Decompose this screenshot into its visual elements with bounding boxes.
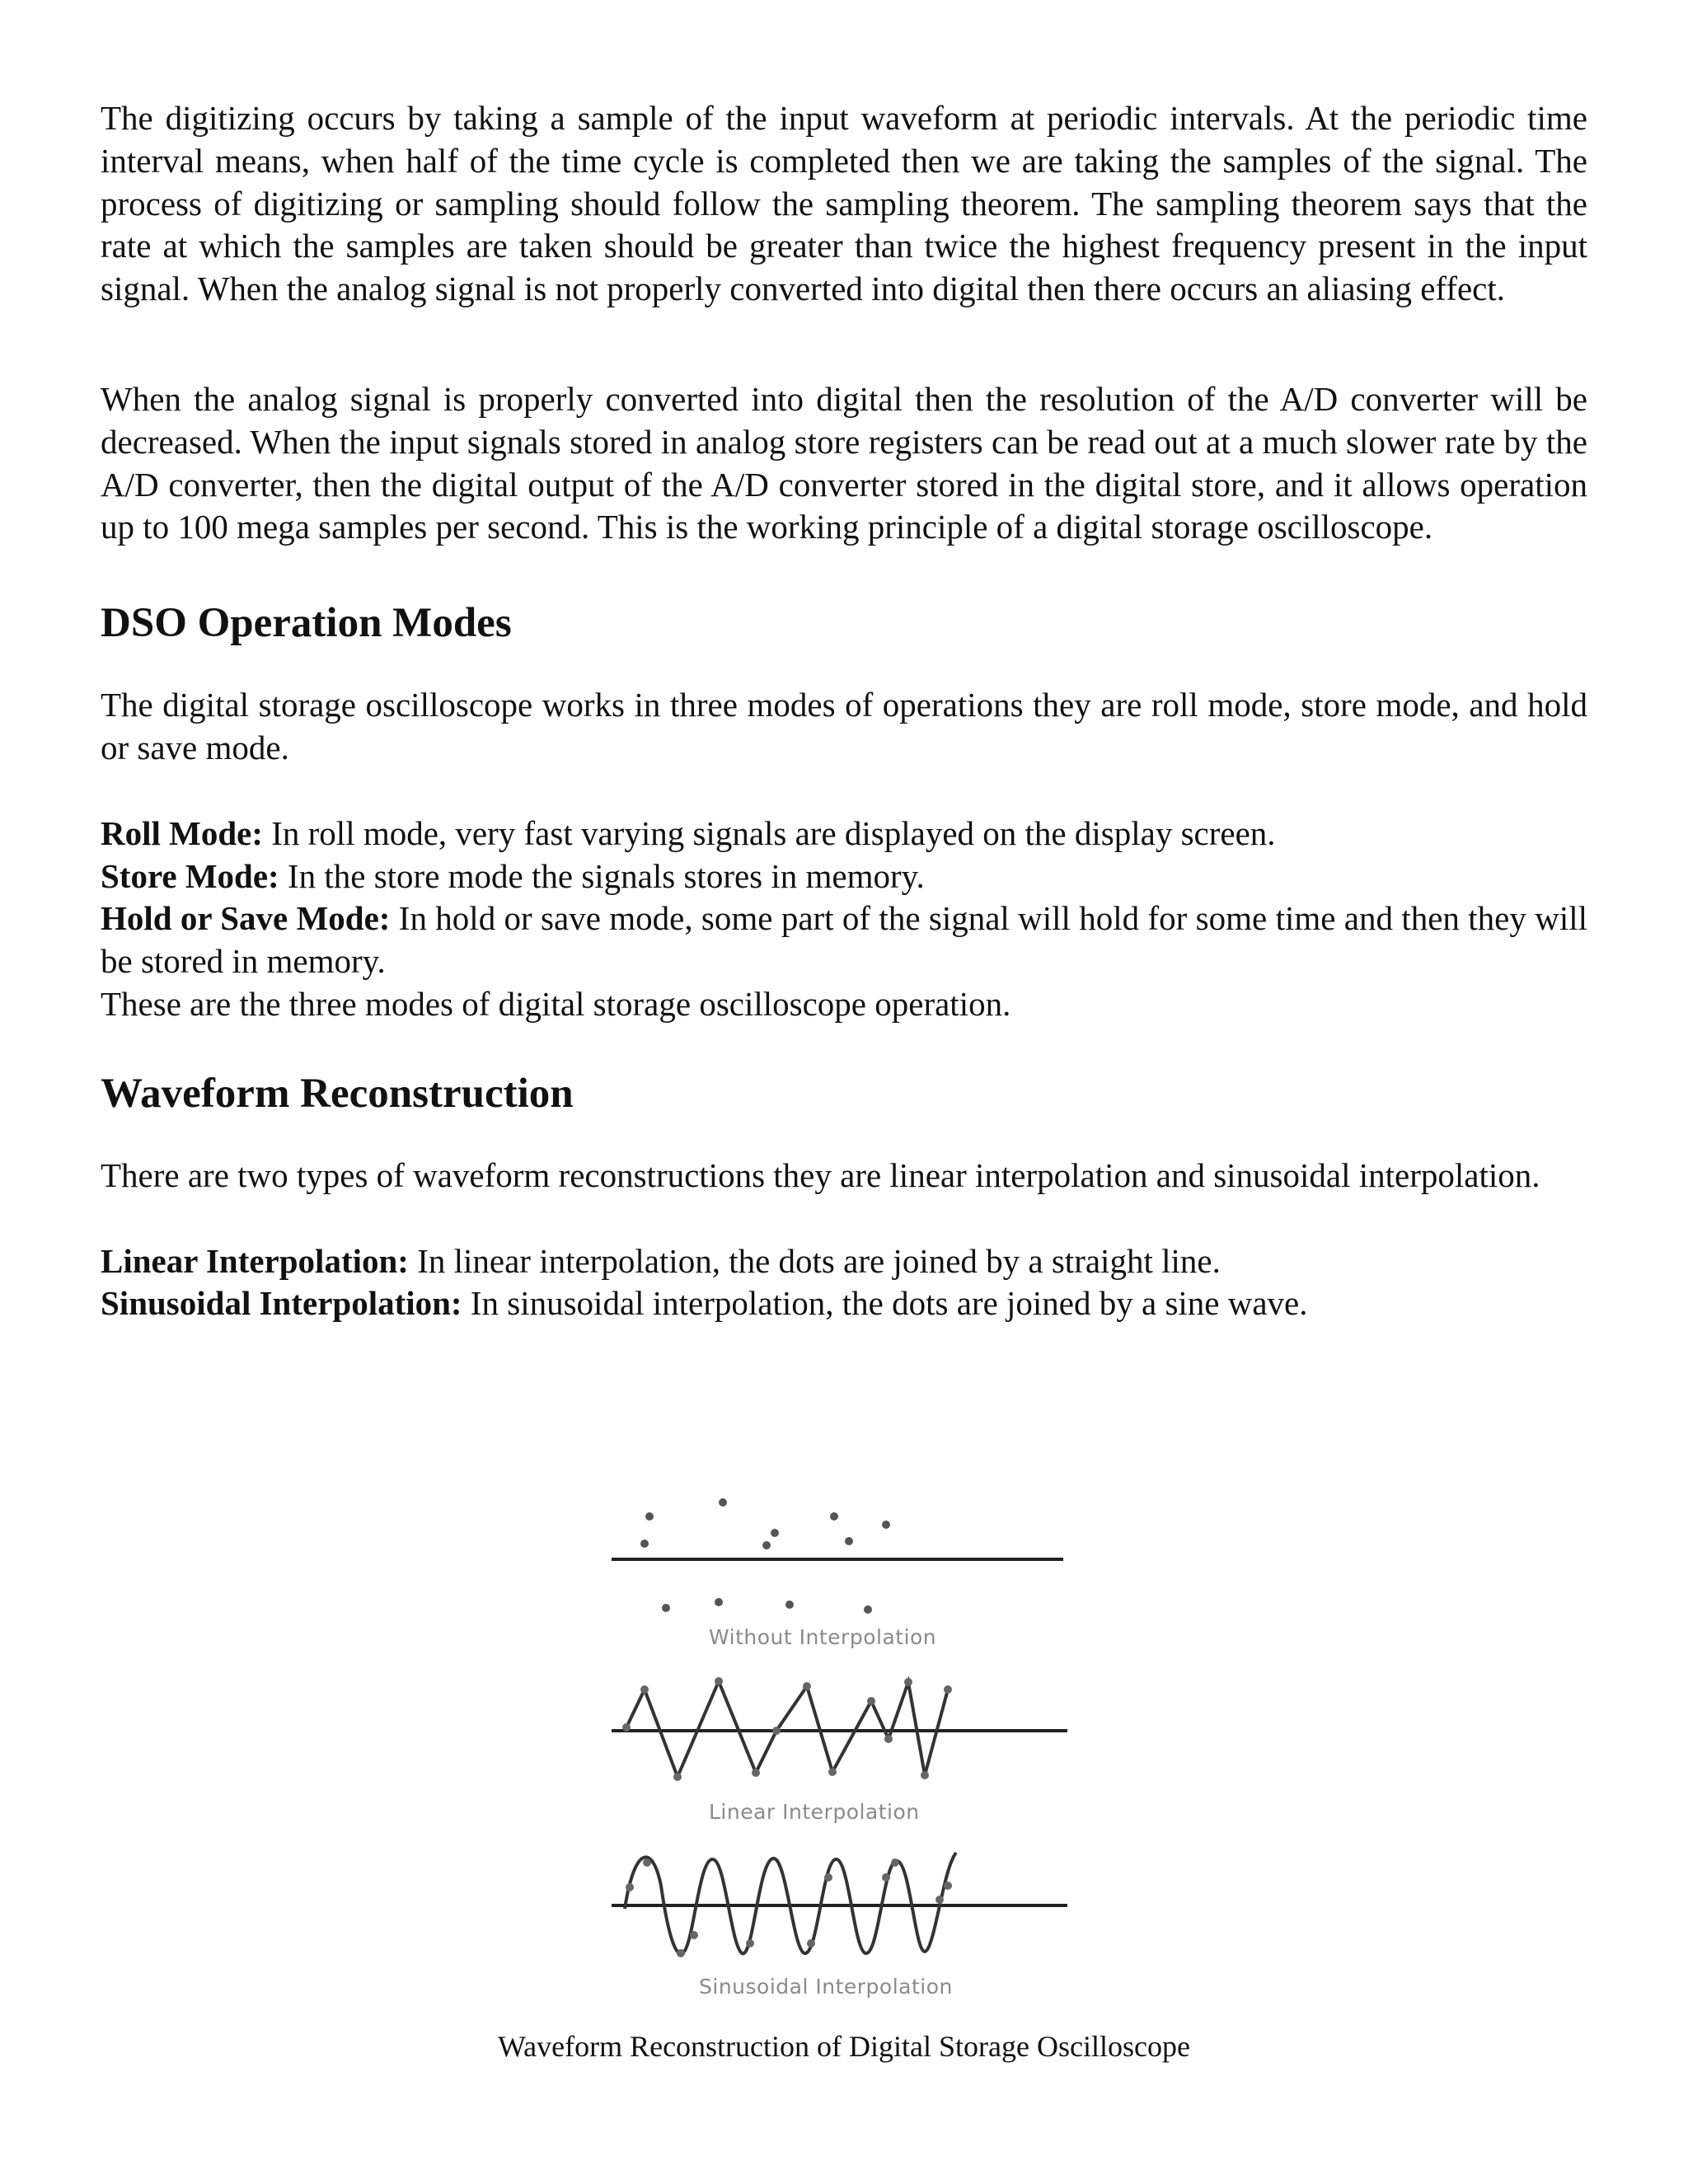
sample-dot: [882, 1873, 890, 1882]
sample-dot: [867, 1697, 875, 1705]
sinusoidal-interpolation-panel: [612, 1853, 1067, 1957]
sample-dot: [935, 1896, 944, 1904]
paragraph-reconstruction-intro: There are two types of waveform reconstructions they are linear interpolation and sinusoidal interpolation.: [101, 1155, 1540, 1194]
waveform-reconstruction-figure: [602, 1498, 1080, 2018]
sample-dot: [845, 1537, 853, 1545]
modes-closing: These are the three modes of digital storage oscilloscope operation.: [101, 984, 1011, 1023]
heading-waveform-reconstruction: Waveform Reconstruction: [101, 1070, 574, 1117]
sample-dot: [662, 1604, 670, 1612]
type-sinusoidal: [101, 1282, 1587, 1325]
sample-dot: [715, 1598, 723, 1606]
sample-dot: [645, 1512, 654, 1521]
sample-dot: [828, 1768, 837, 1776]
sample-dot: [803, 1682, 811, 1690]
paragraph-conversion: When the analog signal is properly converted into digital then the resolution of the A/D converter will be decreased. When the input signals stored in analog store registers can be read out at a much slower rate by the A/D converter, then the digital output of the A/D converter stored in the digital store, and it allows operation up to 100 mega samples per second. This is the working principle of a digital storage oscilloscope.: [101, 379, 1587, 546]
type-linear: [101, 1240, 1587, 1283]
figure-caption: Waveform Reconstruction of Digital Storage Oscilloscope: [498, 2030, 1190, 2063]
linear-interpolation-panel: [612, 1677, 1067, 1781]
label-without-interpolation: Without Interpolation: [709, 1625, 937, 1649]
sample-dot: [807, 1939, 815, 1947]
mode-store-term: Store Mode:: [101, 856, 279, 895]
mode-store-text: In the store mode the signals stores in memory.: [279, 856, 925, 895]
sample-dot: [772, 1727, 781, 1735]
sample-dot: [626, 1883, 634, 1891]
sample-dot: [824, 1873, 832, 1882]
sample-dot: [762, 1541, 771, 1549]
type-sinusoidal-text: In sinusoidal interpolation, the dots are joined by a sine wave.: [462, 1284, 1308, 1323]
mode-roll-term: Roll Mode:: [101, 813, 263, 852]
paragraph-modes-intro: The digital storage oscilloscope works in three modes of operations they are roll mode, store mode, and hold or save mode.: [101, 686, 1587, 766]
sample-dot: [640, 1685, 649, 1694]
sample-dot: [921, 1771, 929, 1779]
sample-dot: [715, 1677, 723, 1685]
paragraph-digitizing: The digitizing occurs by taking a sample of the input waveform at periodic intervals. At the periodic time interval means, when half of the time cycle is completed then we are taking the samples of the signal. The process of digitizing or sampling should follow the sampling theorem. The sampling theorem says that the rate at which the samples are taken should be greater than twice the highest frequency present in the input signal. When the analog signal is not properly converted into digital then there occurs an aliasing effect.: [101, 99, 1587, 308]
waveform-diagram: [602, 1498, 1080, 2018]
sample-dot: [677, 1949, 685, 1957]
sample-dot: [719, 1498, 727, 1507]
sinusoidal-waveform: [625, 1853, 956, 1953]
sample-dot: [752, 1769, 760, 1777]
sample-dot: [640, 1540, 649, 1548]
mode-roll: [101, 813, 1587, 855]
document-page: [101, 97, 1587, 1325]
mode-hold-text: In hold or save mode, some part of the signal will hold for some time and then they will be stored in memory.: [101, 899, 1587, 981]
mode-hold: [101, 898, 1587, 983]
sample-dot: [622, 1723, 631, 1732]
label-sinusoidal-interpolation: Sinusoidal Interpolation: [699, 1975, 953, 1999]
sample-dot: [944, 1882, 952, 1890]
mode-hold-term: Hold or Save Mode:: [101, 899, 391, 938]
type-linear-text: In linear interpolation, the dots are joined by a straight line.: [408, 1241, 1221, 1280]
type-linear-term: Linear Interpolation:: [101, 1241, 409, 1280]
heading-operation-modes: DSO Operation Modes: [101, 600, 512, 647]
sample-dot: [884, 1735, 893, 1743]
sample-dot: [830, 1512, 838, 1521]
sample-dot: [771, 1529, 779, 1537]
type-sinusoidal-term: Sinusoidal Interpolation:: [101, 1284, 462, 1323]
without-interpolation-panel: [612, 1498, 1063, 1614]
sample-dot: [785, 1601, 794, 1609]
sample-dot: [690, 1931, 698, 1939]
sample-dot: [882, 1521, 890, 1529]
sample-dot: [904, 1678, 912, 1686]
sample-dot: [746, 1939, 754, 1947]
mode-store: [101, 855, 1587, 898]
label-linear-interpolation: Linear Interpolation: [709, 1800, 920, 1824]
sample-dot: [891, 1858, 899, 1867]
sample-dot: [944, 1685, 952, 1694]
sample-dot: [864, 1605, 872, 1614]
mode-roll-text: In roll mode, very fast varying signals are displayed on the display screen.: [263, 813, 1276, 852]
sample-dot: [643, 1858, 651, 1867]
sample-dot: [673, 1773, 682, 1781]
